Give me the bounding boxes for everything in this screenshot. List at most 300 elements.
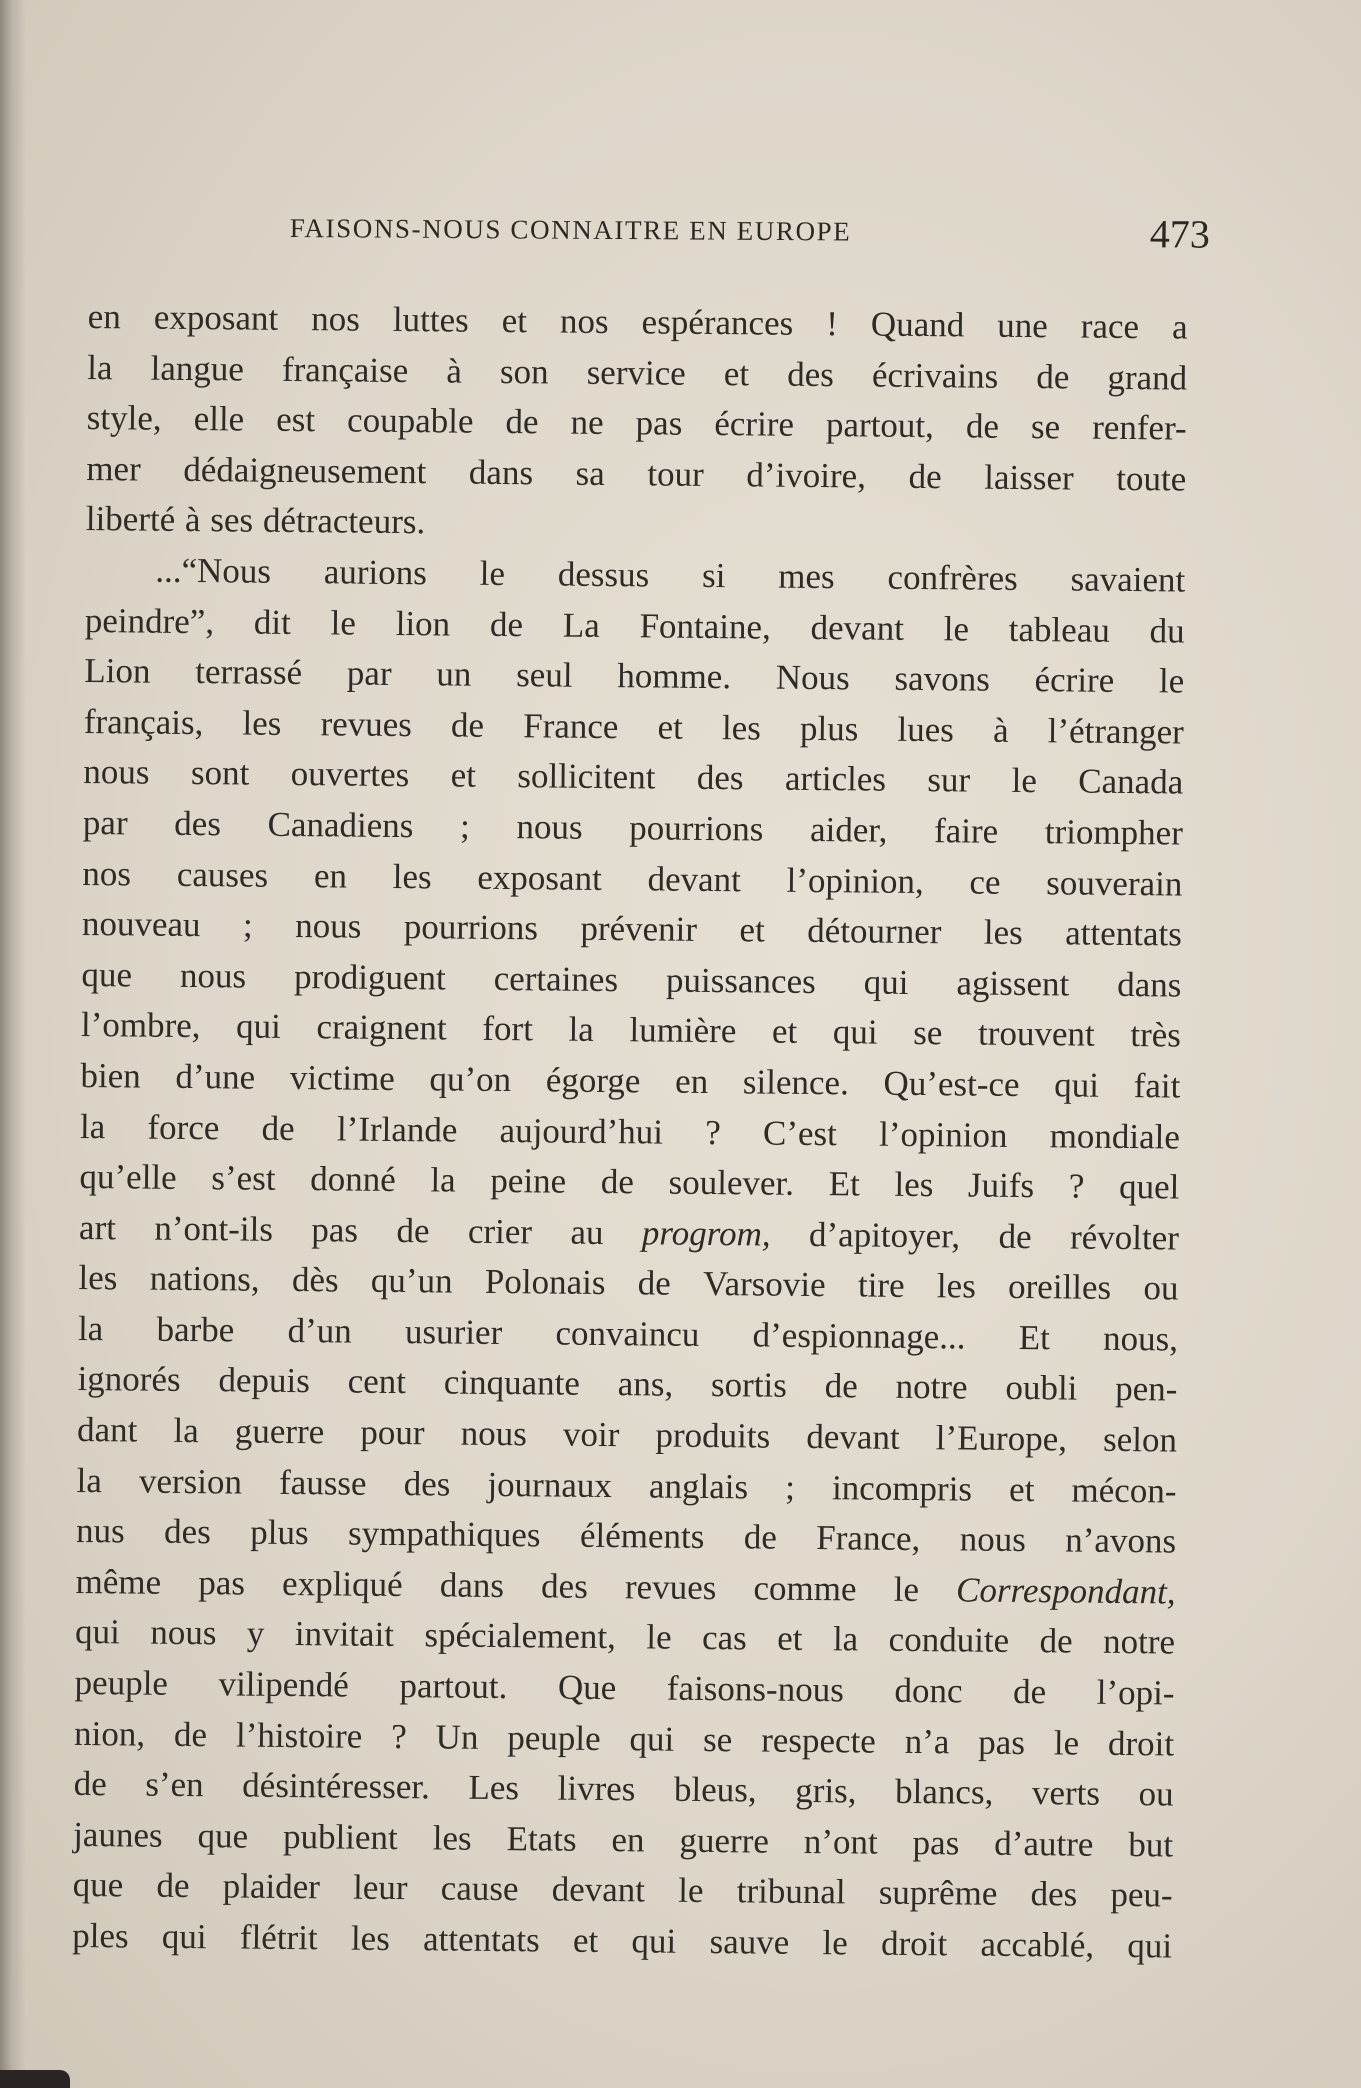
word: les	[983, 912, 1023, 953]
word: Correspondant,	[955, 1570, 1176, 1612]
word: nous	[959, 1519, 1027, 1560]
word: peuple	[507, 1717, 601, 1758]
word: donné	[310, 1159, 396, 1200]
word: sa	[575, 453, 606, 493]
word: ouvertes	[290, 754, 410, 795]
word: les	[242, 703, 282, 743]
word: publient	[282, 1816, 398, 1857]
word: attentats	[422, 1919, 540, 1960]
word: selon	[1102, 1419, 1178, 1460]
word: pour	[360, 1412, 425, 1453]
word: et	[450, 755, 477, 796]
word: exposant	[153, 297, 279, 338]
word: de	[489, 604, 524, 644]
word: plaider	[222, 1866, 321, 1907]
word: cinquante	[443, 1362, 581, 1404]
word: est	[276, 400, 316, 440]
word: ans,	[617, 1364, 674, 1405]
word: de	[998, 1216, 1032, 1256]
word: fait	[1133, 1065, 1181, 1106]
word: flétrit	[239, 1917, 318, 1958]
word: de	[600, 1162, 635, 1202]
word: l’ombre,	[80, 1005, 201, 1046]
word: le	[1011, 761, 1038, 801]
word: le	[479, 553, 506, 593]
word: plus	[250, 1512, 309, 1553]
word: les	[432, 1818, 472, 1858]
word: du	[1149, 610, 1185, 651]
word: dans	[439, 1565, 505, 1605]
word: leur	[352, 1868, 408, 1908]
word: renfer-	[1091, 407, 1187, 448]
word: ?	[391, 1716, 407, 1756]
word: et	[1008, 1469, 1035, 1509]
word: tribunal	[736, 1871, 846, 1912]
word: ...“Nous	[155, 550, 272, 591]
word: bleus,	[673, 1769, 757, 1810]
word: espérances	[641, 302, 794, 343]
word: pas	[311, 1209, 359, 1250]
word: oreilles	[1007, 1267, 1112, 1308]
word: notre	[1102, 1622, 1176, 1662]
word: par	[82, 802, 128, 843]
word: toute	[1116, 458, 1187, 499]
word: guerre	[234, 1411, 325, 1452]
word: ses	[210, 500, 254, 540]
word: Que	[557, 1667, 617, 1708]
word: le	[893, 1569, 920, 1609]
word: causes	[176, 854, 269, 895]
word: nos	[82, 853, 132, 893]
word: expliqué	[281, 1563, 403, 1604]
word: peindre”,	[84, 600, 215, 641]
word: nos	[311, 299, 361, 339]
word: qui	[74, 1612, 121, 1652]
word: devant	[551, 1869, 646, 1910]
word: éléments	[579, 1516, 705, 1557]
word: l’opi-	[1096, 1672, 1175, 1713]
word: faire	[933, 811, 999, 851]
word: de	[908, 456, 942, 496]
word: détracteurs.	[262, 501, 426, 542]
word: ;	[459, 806, 470, 846]
word: qu’on	[429, 1059, 512, 1100]
word: les	[350, 1918, 391, 1958]
word: dessus	[557, 554, 650, 595]
word: trouvent	[977, 1013, 1095, 1055]
word: craignent	[316, 1007, 447, 1048]
word: luttes	[392, 299, 469, 340]
word: Lion	[84, 651, 151, 691]
word: convaincu	[555, 1313, 700, 1354]
word: victime	[289, 1057, 395, 1098]
word: ce	[969, 862, 1001, 902]
word: prévenir	[580, 908, 698, 949]
word: Un	[435, 1717, 479, 1757]
word: barbe	[156, 1309, 235, 1350]
word: et	[771, 1011, 798, 1052]
word: liberté	[85, 499, 176, 540]
word: homme.	[617, 656, 732, 697]
word: des	[696, 758, 744, 798]
word: attentats	[1065, 913, 1183, 954]
word: s’est	[211, 1158, 276, 1198]
word: à	[992, 710, 1009, 750]
word: ;	[785, 1467, 796, 1507]
word: de	[505, 402, 539, 442]
word: mondiale	[1049, 1115, 1181, 1157]
word: à	[184, 500, 201, 540]
word: nous	[150, 1613, 217, 1653]
text-line	[83, 747, 1183, 808]
word: n’ont	[803, 1821, 878, 1862]
word: y	[246, 1614, 265, 1654]
word: écrire	[1034, 660, 1115, 701]
word: qui	[629, 1718, 675, 1759]
word: Fontaine,	[639, 605, 771, 647]
word: droit	[880, 1923, 948, 1964]
word: aurions	[323, 552, 428, 593]
word: une	[997, 305, 1048, 346]
word: écrivains	[871, 355, 999, 396]
body-text	[72, 292, 1188, 1972]
word: l’opinion,	[786, 860, 924, 901]
word: savons	[894, 658, 990, 699]
word: a	[1171, 307, 1188, 347]
word: mer	[86, 448, 141, 489]
word: faisons-nous	[666, 1668, 844, 1710]
word: articles	[784, 759, 887, 800]
word: fausse	[278, 1462, 367, 1503]
word: les	[78, 1258, 118, 1298]
word: cent	[347, 1362, 407, 1402]
word: gris,	[795, 1771, 857, 1811]
word: le	[1053, 1722, 1080, 1763]
word: d’autre	[994, 1823, 1094, 1864]
word: droit	[1107, 1723, 1175, 1764]
word: des	[174, 803, 222, 844]
word: seul	[515, 655, 573, 695]
word: qui	[832, 1012, 878, 1052]
word: comme	[753, 1568, 857, 1609]
word: Qu’est-ce	[883, 1063, 1020, 1104]
word: peu-	[1110, 1875, 1173, 1915]
word: vilipendé	[218, 1664, 349, 1705]
word: partout.	[399, 1666, 508, 1707]
text-line	[82, 899, 1182, 960]
word: de	[824, 1366, 858, 1406]
word: nous	[516, 807, 583, 847]
word: en	[674, 1061, 709, 1101]
word: sympathiques	[347, 1513, 541, 1555]
word: détourner	[807, 911, 942, 952]
word: d’une	[175, 1056, 256, 1097]
word: et	[723, 353, 750, 393]
word: savaient	[1070, 559, 1186, 600]
text-line	[80, 1051, 1180, 1112]
word: et	[657, 707, 684, 747]
word: écrire	[714, 404, 795, 444]
word: la	[430, 1160, 456, 1200]
word: que	[81, 954, 133, 995]
word: version	[138, 1461, 243, 1502]
word: le	[943, 608, 970, 649]
word: fort	[482, 1009, 534, 1049]
word: dès	[291, 1260, 339, 1300]
word: sur	[927, 760, 971, 800]
text-line	[72, 1860, 1172, 1921]
word: Polonais	[484, 1262, 606, 1303]
word: accablé,	[980, 1924, 1095, 1965]
word: style,	[86, 398, 162, 438]
word: peine	[490, 1160, 567, 1201]
word: oubli	[1005, 1368, 1078, 1409]
word: nations,	[149, 1258, 260, 1299]
word: ;	[242, 905, 253, 945]
word: respecte	[760, 1720, 877, 1761]
word: qui	[631, 1921, 677, 1961]
word: de	[1012, 1671, 1047, 1712]
word: produits	[655, 1415, 771, 1456]
word: lumière	[629, 1010, 737, 1051]
word: un	[436, 654, 472, 694]
word: nus	[75, 1511, 125, 1551]
word: en	[87, 296, 121, 337]
word: des	[403, 1463, 451, 1504]
word: que	[72, 1865, 124, 1905]
word: d’apitoyer,	[808, 1214, 961, 1256]
word: anglais	[648, 1466, 749, 1507]
word: spécialement,	[424, 1615, 617, 1657]
text-line	[75, 1557, 1175, 1618]
word: la	[87, 347, 113, 387]
word: ne	[570, 402, 604, 443]
word: qui	[1054, 1065, 1100, 1105]
word: dans	[1116, 964, 1182, 1005]
word: tableau	[1008, 609, 1111, 650]
word: ignorés	[77, 1359, 181, 1400]
word: des	[1030, 1874, 1078, 1914]
word: de	[156, 1866, 190, 1906]
word: pourrions	[629, 808, 764, 849]
word: Quand	[870, 304, 965, 345]
word: certaines	[493, 958, 619, 999]
word: et	[739, 910, 765, 950]
word: la	[79, 1106, 106, 1146]
word: de	[73, 1764, 107, 1804]
word: les	[721, 707, 762, 748]
word: notre	[895, 1367, 968, 1407]
word: sauve	[709, 1922, 790, 1962]
word: service	[586, 352, 686, 393]
word: verts	[1031, 1773, 1101, 1814]
text-line	[78, 1253, 1178, 1314]
word: les	[894, 1164, 934, 1205]
word: de	[965, 406, 1000, 446]
word: grand	[1107, 357, 1188, 398]
running-title: FAISONS-NOUS CONNAITRE EN EUROPE	[289, 212, 852, 247]
word: se	[702, 1719, 733, 1759]
word: d’un	[287, 1310, 352, 1351]
word: nous,	[1102, 1318, 1179, 1359]
word: le	[678, 1871, 704, 1911]
word: blancs,	[894, 1772, 994, 1812]
word: revues	[320, 704, 413, 744]
word: l’étranger	[1047, 710, 1184, 752]
word: terrassé	[195, 652, 303, 693]
word: souverain	[1046, 862, 1183, 904]
word: revues	[624, 1567, 717, 1607]
word: plus	[799, 708, 859, 749]
word: quel	[1118, 1167, 1180, 1207]
word: nouveau	[81, 904, 201, 945]
word: les	[936, 1266, 976, 1306]
word: coupable	[346, 400, 474, 441]
word: dédaigneusement	[183, 449, 427, 492]
word: qui	[863, 962, 909, 1002]
word: devant	[810, 607, 905, 648]
word: des	[163, 1512, 212, 1552]
word: journaux	[487, 1464, 613, 1505]
word: d’espionnage...	[752, 1315, 966, 1357]
word: d’ivoire,	[746, 455, 867, 496]
word: devant	[806, 1417, 900, 1457]
word: Et	[1018, 1317, 1051, 1358]
word: n’a	[904, 1721, 950, 1761]
word: qui	[161, 1916, 207, 1957]
word: qui	[235, 1006, 282, 1047]
word: que	[197, 1815, 249, 1856]
word: qui	[1127, 1926, 1173, 1966]
word: sollicitent	[517, 756, 656, 797]
word: se	[1030, 407, 1061, 447]
word: nous	[179, 955, 247, 996]
word: l’opinion	[878, 1114, 1008, 1155]
word: pas	[198, 1562, 246, 1603]
word: France	[523, 705, 619, 746]
word: ou	[1143, 1268, 1179, 1308]
word: conduite	[888, 1620, 1010, 1661]
word: et	[501, 300, 528, 341]
word: !	[826, 304, 839, 344]
word: ou	[1138, 1774, 1174, 1814]
word: l’histoire	[235, 1715, 363, 1756]
word: son	[499, 351, 549, 392]
word: la	[76, 1460, 103, 1500]
word: race	[1080, 306, 1140, 347]
word: nous	[83, 752, 150, 792]
word: l’Europe,	[935, 1418, 1068, 1459]
word: révolter	[1069, 1217, 1180, 1258]
word: crier	[467, 1211, 533, 1251]
word: de	[1036, 356, 1070, 397]
word: incompris	[831, 1467, 973, 1509]
word: tire	[857, 1265, 905, 1306]
page-number: 473	[1149, 211, 1210, 257]
word: pourrions	[403, 907, 539, 948]
word: se	[913, 1013, 943, 1053]
word: au	[570, 1212, 604, 1252]
word: ples	[72, 1915, 129, 1956]
word: voir	[562, 1414, 620, 1455]
word: jaunes	[73, 1814, 163, 1855]
word: nous	[460, 1413, 528, 1454]
word: qu’un	[370, 1261, 453, 1301]
word: Et	[828, 1164, 860, 1204]
word: français,	[83, 701, 204, 742]
word: agissent	[956, 963, 1070, 1004]
word: en	[313, 855, 348, 896]
word: de	[261, 1108, 295, 1148]
word: des	[787, 354, 835, 394]
word: sont	[190, 753, 250, 793]
word: mécon-	[1071, 1470, 1177, 1511]
word: de	[173, 1714, 208, 1754]
word: confrères	[887, 557, 1018, 598]
word: art	[78, 1207, 117, 1247]
word: laisser	[984, 457, 1074, 498]
word: tour	[647, 454, 704, 494]
word: la	[568, 1009, 595, 1050]
word: le	[822, 1923, 848, 1963]
word: exposant	[477, 857, 602, 898]
word: désintéresser.	[242, 1765, 431, 1807]
word: nos	[559, 301, 609, 341]
word: le	[330, 602, 357, 643]
word: la	[77, 1308, 104, 1349]
word: et	[777, 1619, 803, 1659]
word: langue	[150, 348, 245, 389]
word: Etats	[506, 1818, 577, 1859]
word: très	[1130, 1015, 1182, 1055]
text-line	[88, 292, 1188, 353]
word: bien	[80, 1055, 141, 1096]
word: le	[646, 1617, 672, 1658]
word: usurier	[404, 1311, 503, 1352]
word: des	[540, 1566, 589, 1606]
word: la	[832, 1619, 859, 1659]
word: invitait	[294, 1614, 395, 1655]
text-line	[72, 1911, 1172, 1972]
word: partout,	[825, 405, 935, 446]
word: la	[173, 1410, 199, 1451]
word: elle	[193, 399, 245, 439]
word: La	[562, 605, 600, 645]
word: ?	[1068, 1166, 1085, 1206]
word: Canada	[1078, 761, 1184, 802]
word: puissances	[665, 960, 816, 1001]
gutter-shadow	[0, 0, 26, 2088]
word: le	[1158, 661, 1185, 701]
word: C’est	[762, 1113, 838, 1153]
word: France,	[816, 1518, 921, 1559]
word: nous	[295, 906, 362, 946]
word: les	[392, 856, 432, 896]
running-header	[290, 205, 1210, 271]
word: en	[611, 1819, 645, 1860]
word: n’avons	[1065, 1520, 1177, 1561]
word: pas	[635, 403, 683, 443]
word: aider,	[809, 809, 888, 850]
word: si	[701, 555, 726, 596]
word: pas	[912, 1822, 960, 1863]
text-line	[76, 1456, 1176, 1517]
word: de	[396, 1210, 430, 1251]
word: de	[1039, 1621, 1073, 1661]
word: de	[450, 705, 485, 745]
word: s’en	[145, 1764, 204, 1805]
word: guerre	[679, 1820, 770, 1861]
